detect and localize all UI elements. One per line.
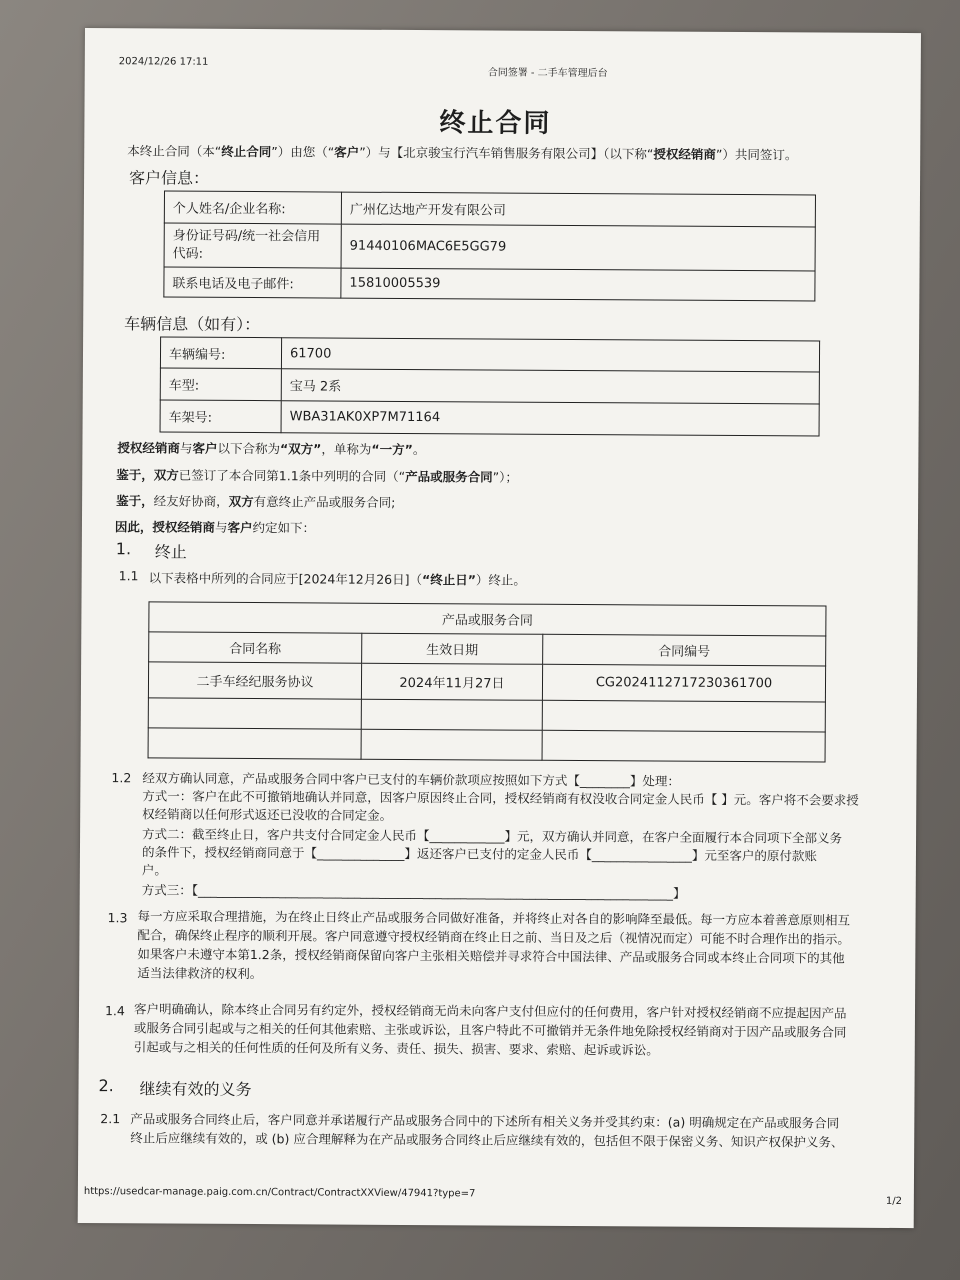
clause-1-3-line: 每一方应采取合理措施，为在终止日终止产品或服务合同做好准备，并将终止对各自的影响降至最低。每一方应本着善意原则相互 [137, 908, 851, 928]
table-cell [148, 698, 361, 729]
clause-1-4-number: 1.4 [104, 1003, 125, 1019]
clause-2-1-number: 2.1 [100, 1111, 121, 1127]
table-cell [361, 729, 542, 760]
print-datetime: 2024/12/26 17:11 [118, 56, 209, 68]
table-cell: 2024年11月27日 [361, 663, 542, 700]
table-cell [542, 700, 825, 732]
clause-1-1-number: 1.1 [118, 568, 139, 584]
table-row [160, 337, 819, 372]
clause-1-2-option-1: 权经销商以任何形式返还已没收的合同定金。 [142, 806, 393, 823]
clause-1-2-option-1: 方式一：客户在此不可撤销地确认并同意，因客户原因终止合同，授权经销商有权没收合同定金人民币【 】元。客户将不会要求授 [142, 788, 859, 808]
document-title: 终止合同 [439, 108, 552, 139]
column-header: 合同名称 [149, 632, 362, 663]
recital-whereas-2: 鉴于，经友好协商，双方有意终止产品或服务合同; [116, 493, 396, 510]
customer-id-label: 身份证号码/统一社会信用代码: [164, 223, 341, 268]
table-cell: 二手车经纪服务协议 [148, 662, 361, 699]
customer-info-heading: 客户信息： [129, 168, 210, 188]
column-header: 生效日期 [362, 633, 543, 664]
vehicle-vin-label: 车架号: [160, 400, 281, 433]
clause-2-1-line: 产品或服务合同终止后，客户同意并承诺履行产品或服务合同中的下述所有相关义务并受其约束：(a) 明确规定在产品或服务合同 [130, 1111, 840, 1131]
vehicle-info-heading: 车辆信息（如有）： [124, 314, 261, 335]
table-row [148, 728, 825, 762]
clause-1-4-line: 或服务合同引起或与之相关的任何其他索赔、主张或诉讼，且客户特此不可撤销并无条件地免除授权经销商对于因产品或服务合同 [133, 1020, 847, 1040]
clause-1-2-option-2: 方式二：截至终止日，客户共支付合同定金人民币【____________】元，双方确认并同意，在客户全面履行本合同项下全部义务 [142, 826, 843, 846]
table-cell [361, 699, 542, 730]
recital-therefore: 因此，授权经销商与客户约定如下： [114, 519, 316, 536]
section-2-title: 继续有效的义务 [139, 1079, 252, 1100]
clause-1-3-line: 配合，确保终止程序的顺利开展。客户同意遵守授权经销商在终止日之前、当日及之后（视情况而定）可能不时合理作出的指示。 [137, 927, 851, 947]
customer-name-value: 广州亿达地产开发有限公司 [341, 192, 815, 227]
recital-whereas-1: 鉴于，双方已签订了本合同第1.1条中列明的合同（“产品或服务合同”）； [116, 467, 518, 485]
clause-1-2-number: 1.2 [111, 770, 132, 786]
contracts-table [148, 601, 827, 762]
section-1-number: 1. [115, 539, 132, 559]
clause-2-1-line: 终止后应继续有效的，或 (b) 应合理解释为在产品或服务合同终止后应继续有效的，包括但不限于保密义务、知识产权保护义务、 [130, 1130, 844, 1150]
section-1-title: 终止 [154, 542, 187, 562]
table-caption: 产品或服务合同 [149, 602, 826, 636]
clause-1-2-option-2: 户。 [141, 862, 167, 878]
table-cell [148, 728, 361, 759]
customer-contact-value: 15810005539 [341, 268, 815, 301]
clause-1-3-line: 适当法律救济的权利。 [137, 965, 263, 982]
vehicle-info-table [160, 336, 821, 436]
vehicle-id-label: 车辆编号: [160, 337, 281, 369]
document-page [78, 28, 921, 1228]
vehicle-model-value: 宝马 2系 [281, 369, 819, 404]
table-row [164, 267, 815, 301]
table-caption-row [149, 602, 826, 636]
table-row [164, 191, 815, 227]
table-row [160, 400, 819, 436]
footer-url: https://usedcar-manage.paig.com.cn/Contract/ContractXXView/47941?type=7 [83, 1186, 476, 1200]
clause-1-3-line: 如果客户未遵守本第1.2条，授权经销商保留向客户主张相关赔偿并寻求符合中国法律、产品或服务合同或本终止合同项下的其他 [137, 946, 845, 966]
site-title: 合同签署 - 二手车管理后台 [487, 67, 608, 80]
page-number: 1/2 [885, 1195, 902, 1208]
column-header: 合同编号 [543, 634, 826, 666]
table-row [148, 698, 825, 732]
clause-1-1-text: 以下表格中所列的合同应于[2024年12月26日]（“终止日”）终止。 [148, 570, 527, 588]
table-cell: CG20241127172303617​00 [542, 664, 825, 702]
clause-1-2-option-2: 的条件下，授权经销商同意于【______________】返还客户已支付的定金人民币【________________】元至客户的原付款账 [141, 844, 818, 864]
section-2-number: 2. [98, 1076, 114, 1096]
table-row [148, 662, 825, 702]
clause-1-4-line: 客户明确确认，除本终止合同另有约定外，授权经销商无尚未向客户支付但应付的任何费用，客户针对授权经销商不应提起因产品 [133, 1001, 847, 1021]
vehicle-id-value: 61700 [281, 338, 819, 372]
clause-1-2-line: 经双方确认同意，产品或服务合同中客户已支付的车辆价款项应按照如下方式【________】处理： [142, 770, 680, 789]
intro-paragraph: 本终止合同（本“终止合同”）由您（“客户”）与【北京骏宝行汽车销售服务有限公司】（以下称“授权经销商”）共同签订。 [127, 143, 798, 163]
clause-1-3-number: 1.3 [107, 910, 128, 926]
clause-1-4-line: 引起或与之相关的任何性质的任何及所有义务、责任、损失、损害、要求、索赔、起诉或诉讼。 [133, 1039, 659, 1058]
recital-parties: 授权经销商与客户以下合称为“双方”，单称为“一方”。 [117, 440, 426, 458]
table-header-row [149, 632, 826, 666]
customer-info-table [163, 190, 816, 301]
vehicle-vin-value: WBA31AK0XP7M71164 [281, 401, 819, 436]
table-row [164, 223, 815, 271]
clause-1-2-option-3: 方式三：【____________________________________________________________________________】 [141, 882, 686, 901]
customer-name-label: 个人姓名/企业名称: [164, 191, 341, 224]
table-row [160, 368, 819, 404]
vehicle-model-label: 车型: [160, 368, 281, 401]
customer-contact-label: 联系电话及电子邮件: [164, 267, 341, 298]
customer-id-value: 91440106MAC6E5GG79 [341, 224, 815, 271]
table-cell [542, 730, 825, 762]
